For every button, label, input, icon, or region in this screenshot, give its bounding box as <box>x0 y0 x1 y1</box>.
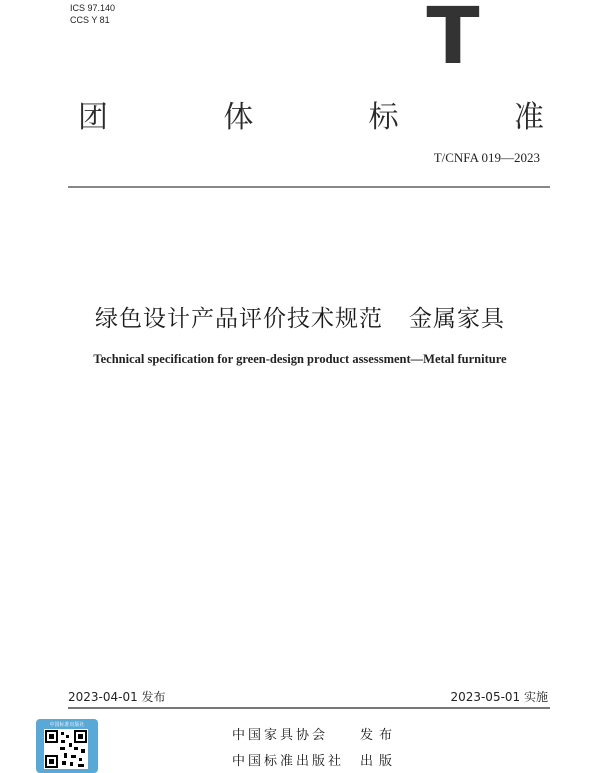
publisher-role: 出版 <box>360 753 399 769</box>
publisher-row <box>232 720 398 746</box>
implementation-date: 2023-05-01 实施 <box>450 690 548 704</box>
chinese-title-sub: 金属家具 <box>409 306 505 332</box>
qr-code-icon <box>44 729 88 769</box>
standard-number: T/CNFA 019—2023 <box>433 150 540 165</box>
standard-type-char: 体 <box>223 100 254 135</box>
standard-type-char: 标 <box>368 100 399 135</box>
english-title: Technical specification for green-design product assessment—Metal furniture <box>93 352 507 366</box>
ccs-code: CCS Y 81 <box>70 15 110 25</box>
standard-type-char: 团 <box>78 100 108 135</box>
publishers-block <box>232 720 398 772</box>
bottom-divider <box>68 707 550 709</box>
qr-code-badge <box>36 719 98 773</box>
standard-type-heading <box>78 92 544 136</box>
standard-type-char: 准 <box>513 100 544 135</box>
top-divider <box>68 186 550 188</box>
classification-codes <box>70 2 115 26</box>
chinese-title <box>0 300 600 333</box>
ics-code: ICS 97.140 <box>70 3 116 13</box>
publisher-name: 中国家具协会 <box>232 727 329 743</box>
publisher-name: 中国标准出版社 <box>232 753 345 769</box>
chinese-title-main: 绿色设计产品评价技术规范 <box>95 306 383 332</box>
qr-badge-label: 中国标准出版社 <box>49 722 85 728</box>
issue-date: 2023-04-01 发布 <box>68 690 166 704</box>
publisher-row <box>232 746 398 772</box>
publisher-role: 发布 <box>360 727 399 743</box>
standard-category-letter: T <box>426 0 480 82</box>
